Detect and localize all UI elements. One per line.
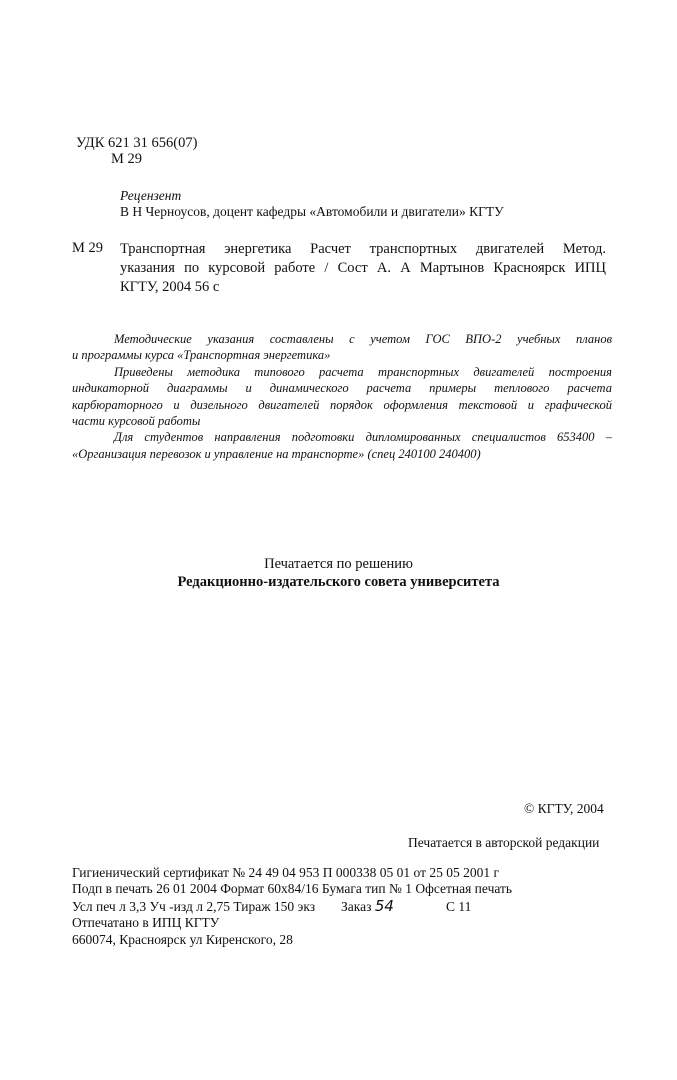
udk-code: УДК 621 31 656(07) [76, 135, 198, 151]
annotation-line: индикаторной диаграммы и динамического расчета примеры теплового расчета [72, 381, 612, 396]
annotation-line: и программы курса «Транспортная энергетика» [72, 348, 331, 363]
print-approval-line: Печатается по решению [264, 556, 413, 572]
annotation-line: Приведены методика типового расчета транспортных двигателей построения [114, 364, 612, 379]
copyright: © КГТУ, 2004 [524, 801, 604, 816]
bibliography-line: КГТУ, 2004 56 с [120, 279, 220, 295]
print-approval-council: Редакционно-издательского совета университета [177, 574, 500, 590]
order-label: Заказ [341, 898, 372, 914]
annotation-line: карбюраторного и дизельного двигателей порядок оформления текстовой и графической [72, 397, 612, 412]
author-edition-note: Печатается в авторской редакции [408, 835, 600, 850]
bibliographic-description [120, 240, 606, 297]
imprint-address: 660074, Красноярск ул Киренского, 28 [72, 931, 293, 947]
imprint-volume [72, 898, 512, 915]
bibliography-line: Транспортная энергетика Расчет транспортных двигателей Метод. [120, 241, 606, 257]
imprint-code: С 11 [445, 898, 472, 914]
annotation-line: Для студентов направления подготовки дипломированных специалистов 653400 – [114, 430, 612, 445]
imprint-printed-at: Отпечатано в ИПЦ КГТУ [72, 915, 220, 931]
annotation-line: части курсовой работы [72, 414, 201, 429]
order-number: 54 [374, 896, 394, 915]
bibliography-index: М 29 [72, 240, 104, 256]
reviewer-name: В Н Черноусов, доцент кафедры «Автомобили и двигатели» КГТУ [120, 204, 504, 219]
imprint-print-details: Подп в печать 26 01 2004 Формат 60х84/16 Бумага тип № 1 Офсетная печать [72, 881, 513, 897]
annotation-line: Методические указания составлены с учетом ГОС ВПО-2 учебных планов [114, 332, 612, 346]
bibliography-line: указания по курсовой работе / Сост А. А Мартынов Красноярск ИПЦ [120, 260, 606, 276]
annotation-line: «Организация перевозок и управление на транспорте» (спец 240100 240400) [72, 446, 481, 461]
imprint-volume-text: Усл печ л 3,3 Уч -изд л 2,75 Тираж 150 экз [72, 898, 316, 914]
imprint-certificate: Гигиенический сертификат № 24 49 04 953 П 000338 05 01 от 25 05 2001 г [72, 865, 500, 880]
annotation [72, 331, 612, 462]
catalog-index: М 29 [111, 151, 143, 167]
imprint [72, 865, 512, 948]
reviewer-label: Рецензент [120, 188, 182, 203]
